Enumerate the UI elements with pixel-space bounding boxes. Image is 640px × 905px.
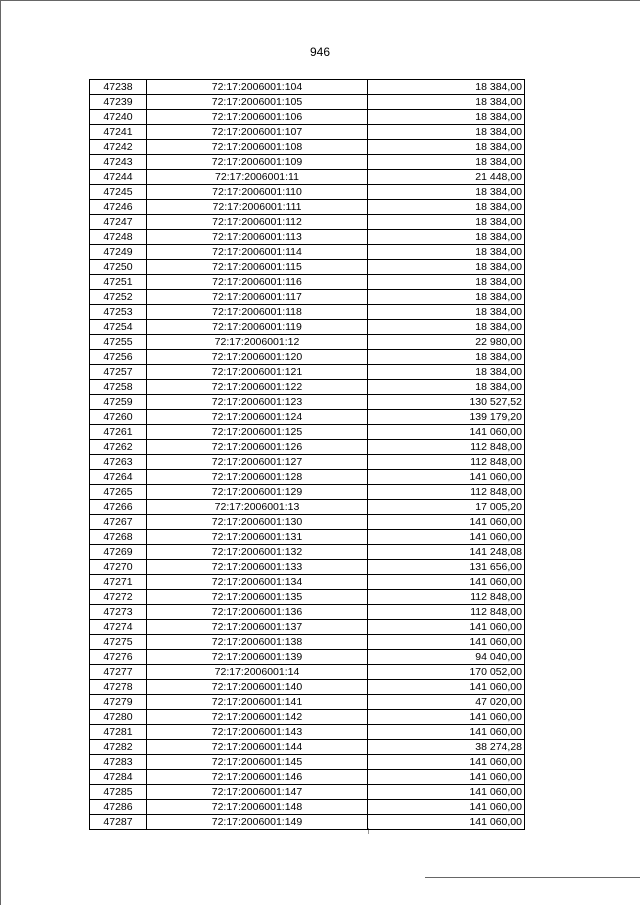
value-cell: 112 848,00 <box>368 590 525 605</box>
row-number-cell: 47252 <box>90 290 147 305</box>
table-row <box>90 395 525 410</box>
row-number-cell: 47243 <box>90 155 147 170</box>
cadastral-number-cell: 72:17:2006001:139 <box>147 650 368 665</box>
value-cell: 18 384,00 <box>368 95 525 110</box>
cadastral-number-cell: 72:17:2006001:117 <box>147 290 368 305</box>
value-cell: 18 384,00 <box>368 80 525 95</box>
cadastral-number-cell: 72:17:2006001:123 <box>147 395 368 410</box>
row-number-cell: 47263 <box>90 455 147 470</box>
row-number-cell: 47257 <box>90 365 147 380</box>
row-number-cell: 47266 <box>90 500 147 515</box>
row-number-cell: 47271 <box>90 575 147 590</box>
value-cell: 17 005,20 <box>368 500 525 515</box>
table-row <box>90 170 525 185</box>
value-cell: 38 274,28 <box>368 740 525 755</box>
cadastral-number-cell: 72:17:2006001:110 <box>147 185 368 200</box>
table-row <box>90 350 525 365</box>
cadastral-number-cell: 72:17:2006001:115 <box>147 260 368 275</box>
table-row <box>90 440 525 455</box>
row-number-cell: 47268 <box>90 530 147 545</box>
table-row <box>90 380 525 395</box>
row-number-cell: 47260 <box>90 410 147 425</box>
row-number-cell: 47287 <box>90 815 147 830</box>
row-number-cell: 47241 <box>90 125 147 140</box>
row-number-cell: 47242 <box>90 140 147 155</box>
cadastral-number-cell: 72:17:2006001:127 <box>147 455 368 470</box>
table-row <box>90 755 525 770</box>
cadastral-number-cell: 72:17:2006001:14 <box>147 665 368 680</box>
cadastral-number-cell: 72:17:2006001:136 <box>147 605 368 620</box>
table-row <box>90 470 525 485</box>
value-cell: 131 656,00 <box>368 560 525 575</box>
cadastral-number-cell: 72:17:2006001:13 <box>147 500 368 515</box>
row-number-cell: 47281 <box>90 725 147 740</box>
table-row <box>90 530 525 545</box>
table-row <box>90 545 525 560</box>
table-row <box>90 620 525 635</box>
value-cell: 18 384,00 <box>368 275 525 290</box>
row-number-cell: 47272 <box>90 590 147 605</box>
table-row <box>90 770 525 785</box>
value-cell: 18 384,00 <box>368 215 525 230</box>
cadastral-number-cell: 72:17:2006001:11 <box>147 170 368 185</box>
table-row <box>90 590 525 605</box>
row-number-cell: 47255 <box>90 335 147 350</box>
table-row <box>90 290 525 305</box>
row-number-cell: 47264 <box>90 470 147 485</box>
row-number-cell: 47280 <box>90 710 147 725</box>
cadastral-number-cell: 72:17:2006001:144 <box>147 740 368 755</box>
table-row <box>90 650 525 665</box>
value-cell: 141 060,00 <box>368 515 525 530</box>
cadastral-number-cell: 72:17:2006001:143 <box>147 725 368 740</box>
cadastral-number-cell: 72:17:2006001:133 <box>147 560 368 575</box>
row-number-cell: 47276 <box>90 650 147 665</box>
cadastral-number-cell: 72:17:2006001:130 <box>147 515 368 530</box>
row-number-cell: 47269 <box>90 545 147 560</box>
row-number-cell: 47286 <box>90 800 147 815</box>
table-row <box>90 110 525 125</box>
row-number-cell: 47253 <box>90 305 147 320</box>
table-row <box>90 815 525 830</box>
row-number-cell: 47265 <box>90 485 147 500</box>
value-cell: 112 848,00 <box>368 485 525 500</box>
value-cell: 130 527,52 <box>368 395 525 410</box>
table-row <box>90 410 525 425</box>
cadastral-number-cell: 72:17:2006001:119 <box>147 320 368 335</box>
row-number-cell: 47285 <box>90 785 147 800</box>
row-number-cell: 47283 <box>90 755 147 770</box>
cadastral-number-cell: 72:17:2006001:116 <box>147 275 368 290</box>
row-number-cell: 47282 <box>90 740 147 755</box>
value-cell: 22 980,00 <box>368 335 525 350</box>
table-row <box>90 560 525 575</box>
cadastral-number-cell: 72:17:2006001:118 <box>147 305 368 320</box>
value-cell: 141 060,00 <box>368 530 525 545</box>
registry-table <box>89 79 525 830</box>
row-number-cell: 47249 <box>90 245 147 260</box>
cadastral-number-cell: 72:17:2006001:122 <box>147 380 368 395</box>
table-row <box>90 95 525 110</box>
cadastral-number-cell: 72:17:2006001:120 <box>147 350 368 365</box>
row-number-cell: 47270 <box>90 560 147 575</box>
table-row <box>90 605 525 620</box>
value-cell: 18 384,00 <box>368 245 525 260</box>
value-cell: 21 448,00 <box>368 170 525 185</box>
cadastral-number-cell: 72:17:2006001:131 <box>147 530 368 545</box>
cadastral-number-cell: 72:17:2006001:132 <box>147 545 368 560</box>
value-cell: 141 060,00 <box>368 800 525 815</box>
row-number-cell: 47245 <box>90 185 147 200</box>
value-cell: 18 384,00 <box>368 230 525 245</box>
cadastral-number-cell: 72:17:2006001:147 <box>147 785 368 800</box>
cadastral-number-cell: 72:17:2006001:145 <box>147 755 368 770</box>
registry-table-body <box>90 80 525 830</box>
cadastral-number-cell: 72:17:2006001:138 <box>147 635 368 650</box>
value-cell: 18 384,00 <box>368 320 525 335</box>
table-row <box>90 515 525 530</box>
table-row <box>90 155 525 170</box>
row-number-cell: 47277 <box>90 665 147 680</box>
scan-edge-left <box>0 0 1 905</box>
cadastral-number-cell: 72:17:2006001:141 <box>147 695 368 710</box>
value-cell: 94 040,00 <box>368 650 525 665</box>
value-cell: 170 052,00 <box>368 665 525 680</box>
value-cell: 18 384,00 <box>368 380 525 395</box>
value-cell: 18 384,00 <box>368 155 525 170</box>
cadastral-number-cell: 72:17:2006001:140 <box>147 680 368 695</box>
cadastral-number-cell: 72:17:2006001:106 <box>147 110 368 125</box>
cadastral-number-cell: 72:17:2006001:129 <box>147 485 368 500</box>
value-cell: 47 020,00 <box>368 695 525 710</box>
value-cell: 139 179,20 <box>368 410 525 425</box>
page-number: 946 <box>309 45 331 59</box>
value-cell: 141 060,00 <box>368 575 525 590</box>
table-row <box>90 785 525 800</box>
cadastral-number-cell: 72:17:2006001:137 <box>147 620 368 635</box>
value-cell: 18 384,00 <box>368 290 525 305</box>
value-cell: 141 060,00 <box>368 710 525 725</box>
row-number-cell: 47256 <box>90 350 147 365</box>
row-number-cell: 47273 <box>90 605 147 620</box>
table-row <box>90 200 525 215</box>
cadastral-number-cell: 72:17:2006001:126 <box>147 440 368 455</box>
table-row <box>90 725 525 740</box>
cadastral-number-cell: 72:17:2006001:148 <box>147 800 368 815</box>
value-cell: 141 248,08 <box>368 545 525 560</box>
cadastral-number-cell: 72:17:2006001:12 <box>147 335 368 350</box>
value-cell: 18 384,00 <box>368 365 525 380</box>
table-row <box>90 710 525 725</box>
value-cell: 141 060,00 <box>368 725 525 740</box>
value-cell: 18 384,00 <box>368 140 525 155</box>
table-row <box>90 260 525 275</box>
cadastral-number-cell: 72:17:2006001:149 <box>147 815 368 830</box>
value-cell: 141 060,00 <box>368 425 525 440</box>
value-cell: 141 060,00 <box>368 770 525 785</box>
value-cell: 112 848,00 <box>368 455 525 470</box>
table-row <box>90 335 525 350</box>
row-number-cell: 47239 <box>90 95 147 110</box>
table-row <box>90 680 525 695</box>
table-row <box>90 245 525 260</box>
table-row <box>90 230 525 245</box>
table-row <box>90 575 525 590</box>
value-cell: 18 384,00 <box>368 200 525 215</box>
table-row <box>90 215 525 230</box>
scan-edge-top <box>0 0 640 1</box>
table-row <box>90 275 525 290</box>
value-cell: 18 384,00 <box>368 350 525 365</box>
row-number-cell: 47275 <box>90 635 147 650</box>
row-number-cell: 47254 <box>90 320 147 335</box>
cadastral-number-cell: 72:17:2006001:109 <box>147 155 368 170</box>
scan-edge-bottom <box>425 877 640 878</box>
cadastral-number-cell: 72:17:2006001:113 <box>147 230 368 245</box>
table-row <box>90 665 525 680</box>
table-row <box>90 500 525 515</box>
table-row <box>90 425 525 440</box>
table-row <box>90 305 525 320</box>
cadastral-number-cell: 72:17:2006001:112 <box>147 215 368 230</box>
row-number-cell: 47259 <box>90 395 147 410</box>
value-cell: 18 384,00 <box>368 305 525 320</box>
value-cell: 112 848,00 <box>368 440 525 455</box>
table-row <box>90 740 525 755</box>
table-row <box>90 365 525 380</box>
row-number-cell: 47238 <box>90 80 147 95</box>
table-row <box>90 320 525 335</box>
cadastral-number-cell: 72:17:2006001:105 <box>147 95 368 110</box>
cadastral-number-cell: 72:17:2006001:114 <box>147 245 368 260</box>
cadastral-number-cell: 72:17:2006001:128 <box>147 470 368 485</box>
row-number-cell: 47246 <box>90 200 147 215</box>
row-number-cell: 47258 <box>90 380 147 395</box>
row-number-cell: 47267 <box>90 515 147 530</box>
table-row <box>90 140 525 155</box>
cadastral-number-cell: 72:17:2006001:121 <box>147 365 368 380</box>
cadastral-number-cell: 72:17:2006001:111 <box>147 200 368 215</box>
cadastral-number-cell: 72:17:2006001:124 <box>147 410 368 425</box>
cadastral-number-cell: 72:17:2006001:134 <box>147 575 368 590</box>
cadastral-number-cell: 72:17:2006001:146 <box>147 770 368 785</box>
value-cell: 141 060,00 <box>368 620 525 635</box>
cadastral-number-cell: 72:17:2006001:142 <box>147 710 368 725</box>
row-number-cell: 47240 <box>90 110 147 125</box>
cadastral-number-cell: 72:17:2006001:108 <box>147 140 368 155</box>
value-cell: 141 060,00 <box>368 680 525 695</box>
table-row <box>90 185 525 200</box>
value-cell: 141 060,00 <box>368 815 525 830</box>
cadastral-number-cell: 72:17:2006001:135 <box>147 590 368 605</box>
value-cell: 18 384,00 <box>368 185 525 200</box>
row-number-cell: 47279 <box>90 695 147 710</box>
row-number-cell: 47244 <box>90 170 147 185</box>
value-cell: 112 848,00 <box>368 605 525 620</box>
row-number-cell: 47250 <box>90 260 147 275</box>
row-number-cell: 47274 <box>90 620 147 635</box>
row-number-cell: 47262 <box>90 440 147 455</box>
value-cell: 18 384,00 <box>368 125 525 140</box>
value-cell: 141 060,00 <box>368 635 525 650</box>
table-row <box>90 455 525 470</box>
value-cell: 18 384,00 <box>368 260 525 275</box>
row-number-cell: 47251 <box>90 275 147 290</box>
row-number-cell: 47247 <box>90 215 147 230</box>
cadastral-number-cell: 72:17:2006001:107 <box>147 125 368 140</box>
row-number-cell: 47278 <box>90 680 147 695</box>
row-number-cell: 47248 <box>90 230 147 245</box>
cadastral-number-cell: 72:17:2006001:125 <box>147 425 368 440</box>
value-cell: 18 384,00 <box>368 110 525 125</box>
table-row <box>90 125 525 140</box>
row-number-cell: 47261 <box>90 425 147 440</box>
cadastral-number-cell: 72:17:2006001:104 <box>147 80 368 95</box>
table-row <box>90 695 525 710</box>
table-row <box>90 80 525 95</box>
value-cell: 141 060,00 <box>368 785 525 800</box>
table-row <box>90 800 525 815</box>
value-cell: 141 060,00 <box>368 470 525 485</box>
row-number-cell: 47284 <box>90 770 147 785</box>
table-row <box>90 485 525 500</box>
table-row <box>90 635 525 650</box>
value-cell: 141 060,00 <box>368 755 525 770</box>
